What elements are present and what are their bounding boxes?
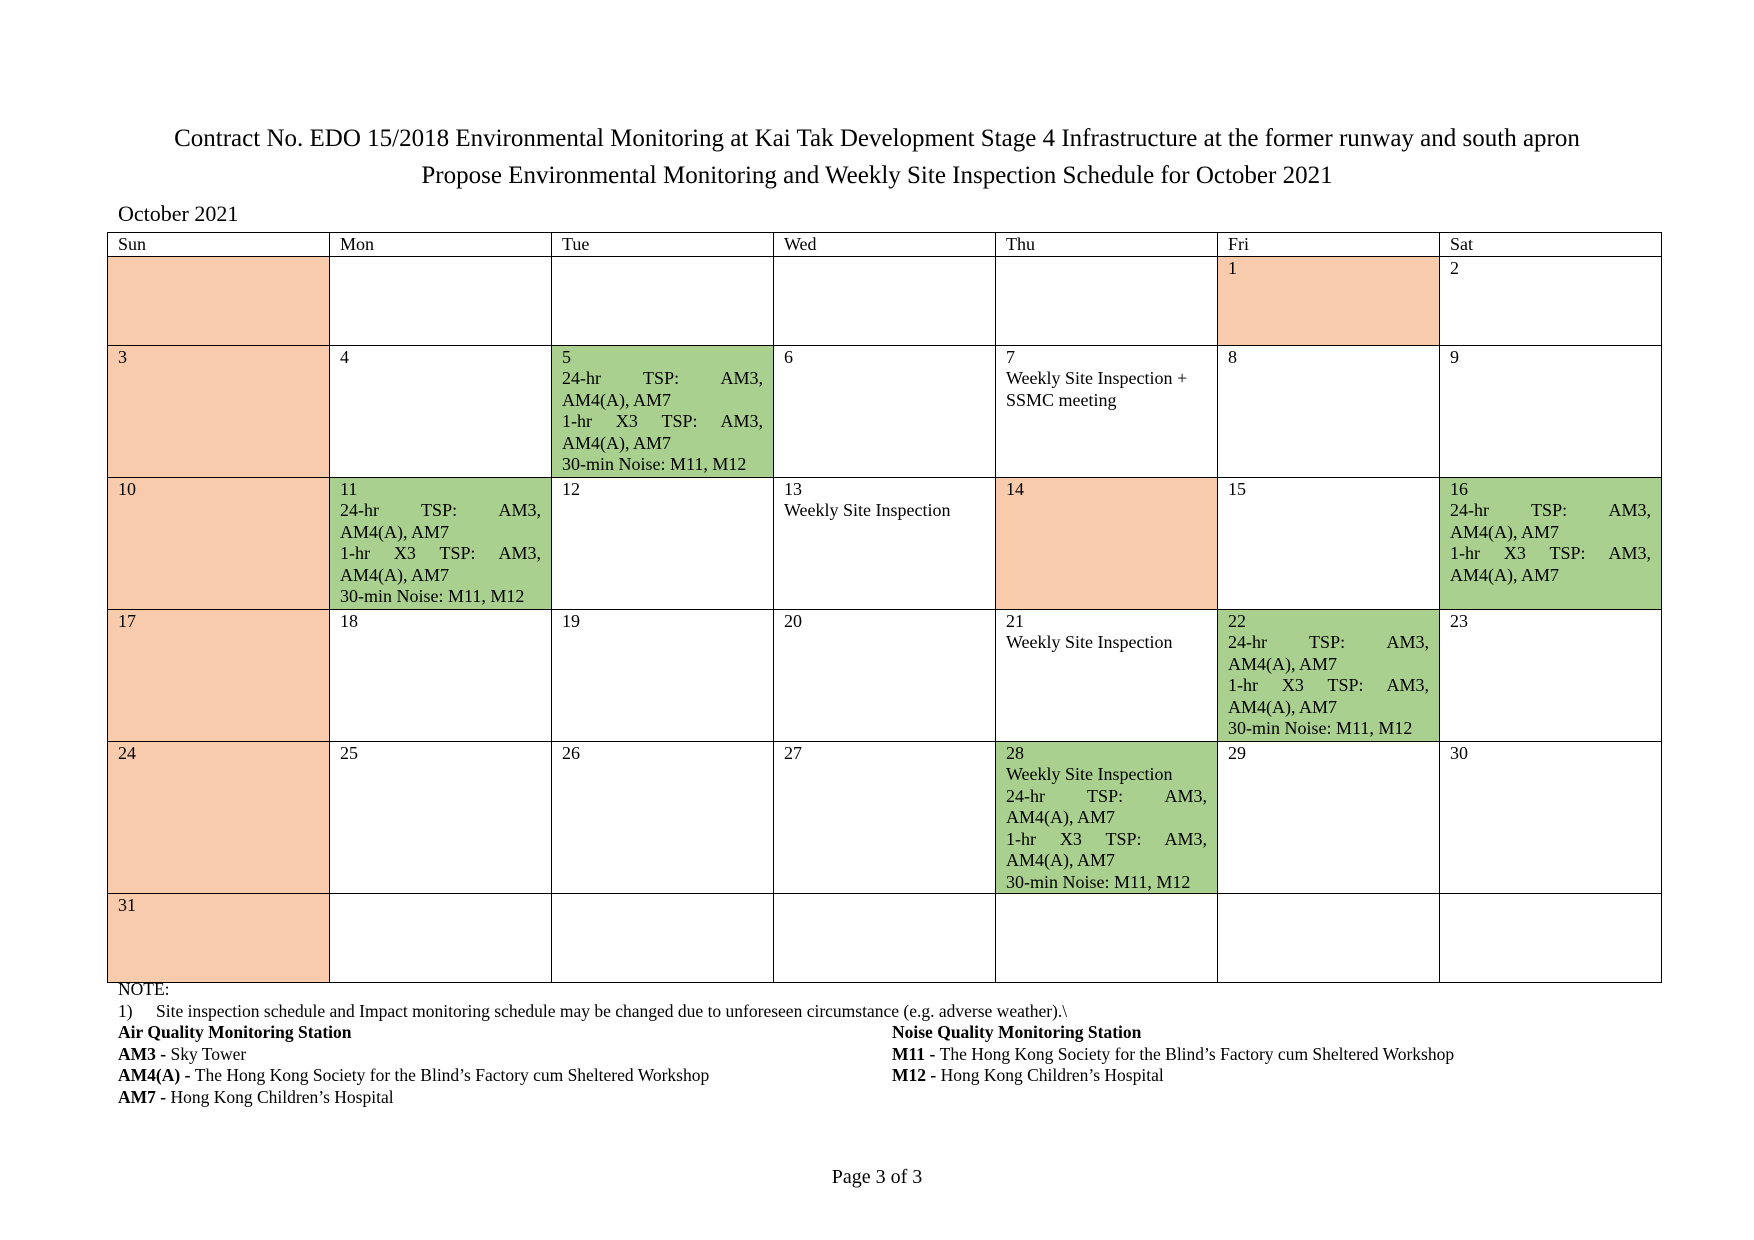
event-line: 1-hr X3 TSP: AM3, bbox=[1228, 675, 1429, 695]
day-number: 31 bbox=[118, 895, 136, 915]
event-line: AM4(A), AM7 bbox=[1006, 807, 1116, 827]
day-number: 3 bbox=[118, 346, 127, 367]
event-line: 24-hr TSP: AM3, bbox=[562, 368, 763, 388]
event-line: AM4(A), AM7 bbox=[340, 521, 450, 542]
day-number: 24 bbox=[118, 742, 136, 763]
day-number: 4 bbox=[340, 346, 349, 367]
day-number: 20 bbox=[784, 610, 802, 631]
air-station-legend bbox=[118, 1022, 709, 1108]
day-number: 8 bbox=[1228, 346, 1237, 367]
empty-day-cell bbox=[552, 256, 774, 345]
page-number: Page 3 of 3 bbox=[831, 1166, 923, 1188]
station-code: AM3 bbox=[118, 1043, 156, 1064]
day-number: 28 bbox=[1006, 742, 1024, 763]
event-line: AM4(A), AM7 bbox=[1006, 850, 1116, 870]
day-number: 7 bbox=[1006, 346, 1015, 367]
schedule-subtitle: Propose Environmental Monitoring and Weekly Site Inspection Schedule for October 2021 bbox=[421, 162, 1333, 189]
day-cell bbox=[330, 609, 552, 741]
noise-legend-heading: Noise Quality Monitoring Station bbox=[892, 1022, 1142, 1042]
event-line: 30-min Noise: M11, M12 bbox=[340, 586, 525, 606]
day-number: 6 bbox=[784, 346, 793, 367]
day-cell bbox=[552, 345, 774, 477]
day-cell bbox=[330, 345, 552, 477]
day-cell bbox=[774, 345, 996, 477]
weekday-header-row bbox=[108, 233, 1662, 257]
weekday-header: Tue bbox=[552, 233, 774, 257]
day-cell bbox=[1440, 609, 1662, 741]
day-number: 9 bbox=[1450, 346, 1459, 367]
empty-day-cell bbox=[330, 894, 552, 983]
empty-day-cell bbox=[330, 256, 552, 345]
day-number: 21 bbox=[1006, 610, 1024, 631]
weekday-header: Mon bbox=[330, 233, 552, 257]
event-line: SSMC meeting bbox=[1006, 389, 1117, 410]
event-line: AM4(A), AM7 bbox=[1450, 564, 1560, 585]
day-number: 29 bbox=[1228, 742, 1246, 763]
day-cell bbox=[996, 345, 1218, 477]
day-number: 14 bbox=[1006, 478, 1024, 499]
day-number: 2 bbox=[1450, 257, 1459, 278]
event-line: 24-hr TSP: AM3, bbox=[1450, 500, 1651, 520]
day-cell bbox=[1440, 741, 1662, 894]
station-name: Hong Kong Children’s Hospital bbox=[940, 1065, 1164, 1085]
day-cell bbox=[1440, 345, 1662, 477]
weekday-header: Thu bbox=[996, 233, 1218, 257]
day-cell bbox=[774, 477, 996, 609]
air-legend-heading: Air Quality Monitoring Station bbox=[118, 1022, 352, 1042]
day-number: 12 bbox=[562, 478, 580, 499]
week-row bbox=[108, 256, 1662, 345]
legend-item bbox=[892, 1044, 1454, 1066]
event-line: 1-hr X3 TSP: AM3, bbox=[1450, 543, 1651, 563]
day-cell bbox=[1218, 741, 1440, 894]
week-row bbox=[108, 477, 1662, 609]
empty-day-cell bbox=[996, 256, 1218, 345]
day-cell bbox=[1218, 477, 1440, 609]
event-line: 24-hr TSP: AM3, bbox=[1228, 632, 1429, 652]
empty-day-cell bbox=[108, 256, 330, 345]
week-row bbox=[108, 345, 1662, 477]
day-number: 16 bbox=[1450, 478, 1468, 499]
event-line: 24-hr TSP: AM3, bbox=[1006, 785, 1207, 806]
event-line: Weekly Site Inspection bbox=[1006, 764, 1173, 784]
day-cell bbox=[108, 894, 330, 983]
legend-item bbox=[118, 1044, 709, 1066]
day-number: 27 bbox=[784, 742, 802, 763]
station-code: M11 bbox=[892, 1043, 926, 1064]
station-name: The Hong Kong Society for the Blind’s Factory cum Sheltered Workshop bbox=[194, 1065, 710, 1085]
week-row bbox=[108, 894, 1662, 983]
day-cell bbox=[552, 477, 774, 609]
calendar-body bbox=[108, 256, 1662, 983]
day-number: 11 bbox=[340, 478, 358, 499]
day-number: 18 bbox=[340, 610, 358, 631]
day-number: 22 bbox=[1228, 610, 1246, 631]
event-line: 1-hr X3 TSP: AM3, bbox=[1006, 828, 1207, 849]
station-separator: - bbox=[155, 1043, 171, 1064]
event-line: 30-min Noise: M11, M12 bbox=[562, 454, 747, 474]
weekday-header: Wed bbox=[774, 233, 996, 257]
day-cell bbox=[774, 609, 996, 741]
event-line: 30-min Noise: M11, M12 bbox=[1006, 871, 1191, 892]
station-name: The Hong Kong Society for the Blind’s Factory cum Sheltered Workshop bbox=[939, 1043, 1455, 1064]
calendar-table bbox=[107, 232, 1662, 983]
day-number: 15 bbox=[1228, 478, 1246, 499]
day-cell bbox=[330, 477, 552, 609]
day-cell bbox=[552, 741, 774, 894]
event-line: AM4(A), AM7 bbox=[1228, 653, 1338, 674]
day-number: 23 bbox=[1450, 610, 1468, 631]
day-cell bbox=[1218, 256, 1440, 345]
station-separator: - bbox=[180, 1065, 195, 1085]
station-separator: - bbox=[926, 1065, 941, 1085]
empty-day-cell bbox=[774, 894, 996, 983]
day-cell bbox=[108, 345, 330, 477]
day-cell bbox=[1440, 256, 1662, 345]
event-line: AM4(A), AM7 bbox=[340, 564, 450, 585]
day-cell bbox=[108, 741, 330, 894]
notes-section bbox=[118, 979, 1678, 1022]
empty-day-cell bbox=[996, 894, 1218, 983]
event-line: 30-min Noise: M11, M12 bbox=[1228, 718, 1413, 738]
event-line: Weekly Site Inspection bbox=[1006, 632, 1173, 652]
event-line: 1-hr X3 TSP: AM3, bbox=[340, 543, 541, 563]
day-number: 13 bbox=[784, 478, 802, 499]
day-number: 19 bbox=[562, 610, 580, 631]
day-number: 26 bbox=[562, 742, 580, 763]
event-line: AM4(A), AM7 bbox=[1450, 521, 1560, 542]
weekday-header: Sat bbox=[1440, 233, 1662, 257]
day-cell bbox=[1218, 609, 1440, 741]
station-code: AM7 bbox=[118, 1086, 156, 1107]
week-row bbox=[108, 741, 1662, 894]
empty-day-cell bbox=[774, 256, 996, 345]
notes-heading: NOTE: bbox=[118, 979, 170, 999]
legend-item bbox=[118, 1065, 709, 1087]
note-item bbox=[118, 1001, 1678, 1023]
day-cell bbox=[330, 741, 552, 894]
empty-day-cell bbox=[552, 894, 774, 983]
station-name: Hong Kong Children’s Hospital bbox=[170, 1086, 394, 1107]
day-number: 5 bbox=[562, 346, 571, 367]
day-cell bbox=[108, 477, 330, 609]
station-separator: - bbox=[155, 1086, 171, 1107]
event-line: Weekly Site Inspection bbox=[784, 500, 951, 520]
day-cell bbox=[774, 741, 996, 894]
legend-item bbox=[892, 1065, 1454, 1087]
weekday-header: Sun bbox=[108, 233, 330, 257]
week-row bbox=[108, 609, 1662, 741]
event-line: AM4(A), AM7 bbox=[562, 389, 672, 410]
event-line: AM4(A), AM7 bbox=[562, 432, 672, 453]
event-line: Weekly Site Inspection + bbox=[1006, 368, 1188, 388]
day-cell bbox=[1440, 477, 1662, 609]
noise-station-legend bbox=[892, 1022, 1454, 1087]
day-number: 10 bbox=[118, 478, 136, 499]
empty-day-cell bbox=[1440, 894, 1662, 983]
station-name: Sky Tower bbox=[170, 1043, 247, 1064]
event-line: 24-hr TSP: AM3, bbox=[340, 500, 541, 520]
legend-item bbox=[118, 1087, 709, 1109]
day-cell bbox=[996, 741, 1218, 894]
station-code: AM4(A) bbox=[118, 1065, 181, 1085]
empty-day-cell bbox=[1218, 894, 1440, 983]
day-number: 17 bbox=[118, 610, 136, 631]
event-line: 1-hr X3 TSP: AM3, bbox=[562, 411, 763, 431]
note-number: 1) bbox=[118, 1000, 133, 1021]
weekday-header: Fri bbox=[1218, 233, 1440, 257]
day-number: 1 bbox=[1228, 257, 1237, 278]
document-title: Contract No. EDO 15/2018 Environmental Monitoring at Kai Tak Development Stage 4 Infrastructure at the former runway and south apron bbox=[174, 125, 1580, 152]
day-cell bbox=[996, 609, 1218, 741]
event-line: AM4(A), AM7 bbox=[1228, 696, 1338, 717]
month-label: October 2021 bbox=[118, 201, 239, 226]
day-number: 30 bbox=[1450, 742, 1468, 763]
day-cell bbox=[1218, 345, 1440, 477]
station-separator: - bbox=[925, 1043, 940, 1064]
note-text: Site inspection schedule and Impact monitoring schedule may be changed due to unforeseen circumstance (e.g. adverse weather).\ bbox=[156, 1000, 1068, 1021]
day-number: 25 bbox=[340, 742, 358, 763]
station-code: M12 bbox=[892, 1065, 927, 1085]
day-cell bbox=[996, 477, 1218, 609]
day-cell bbox=[108, 609, 330, 741]
day-cell bbox=[552, 609, 774, 741]
